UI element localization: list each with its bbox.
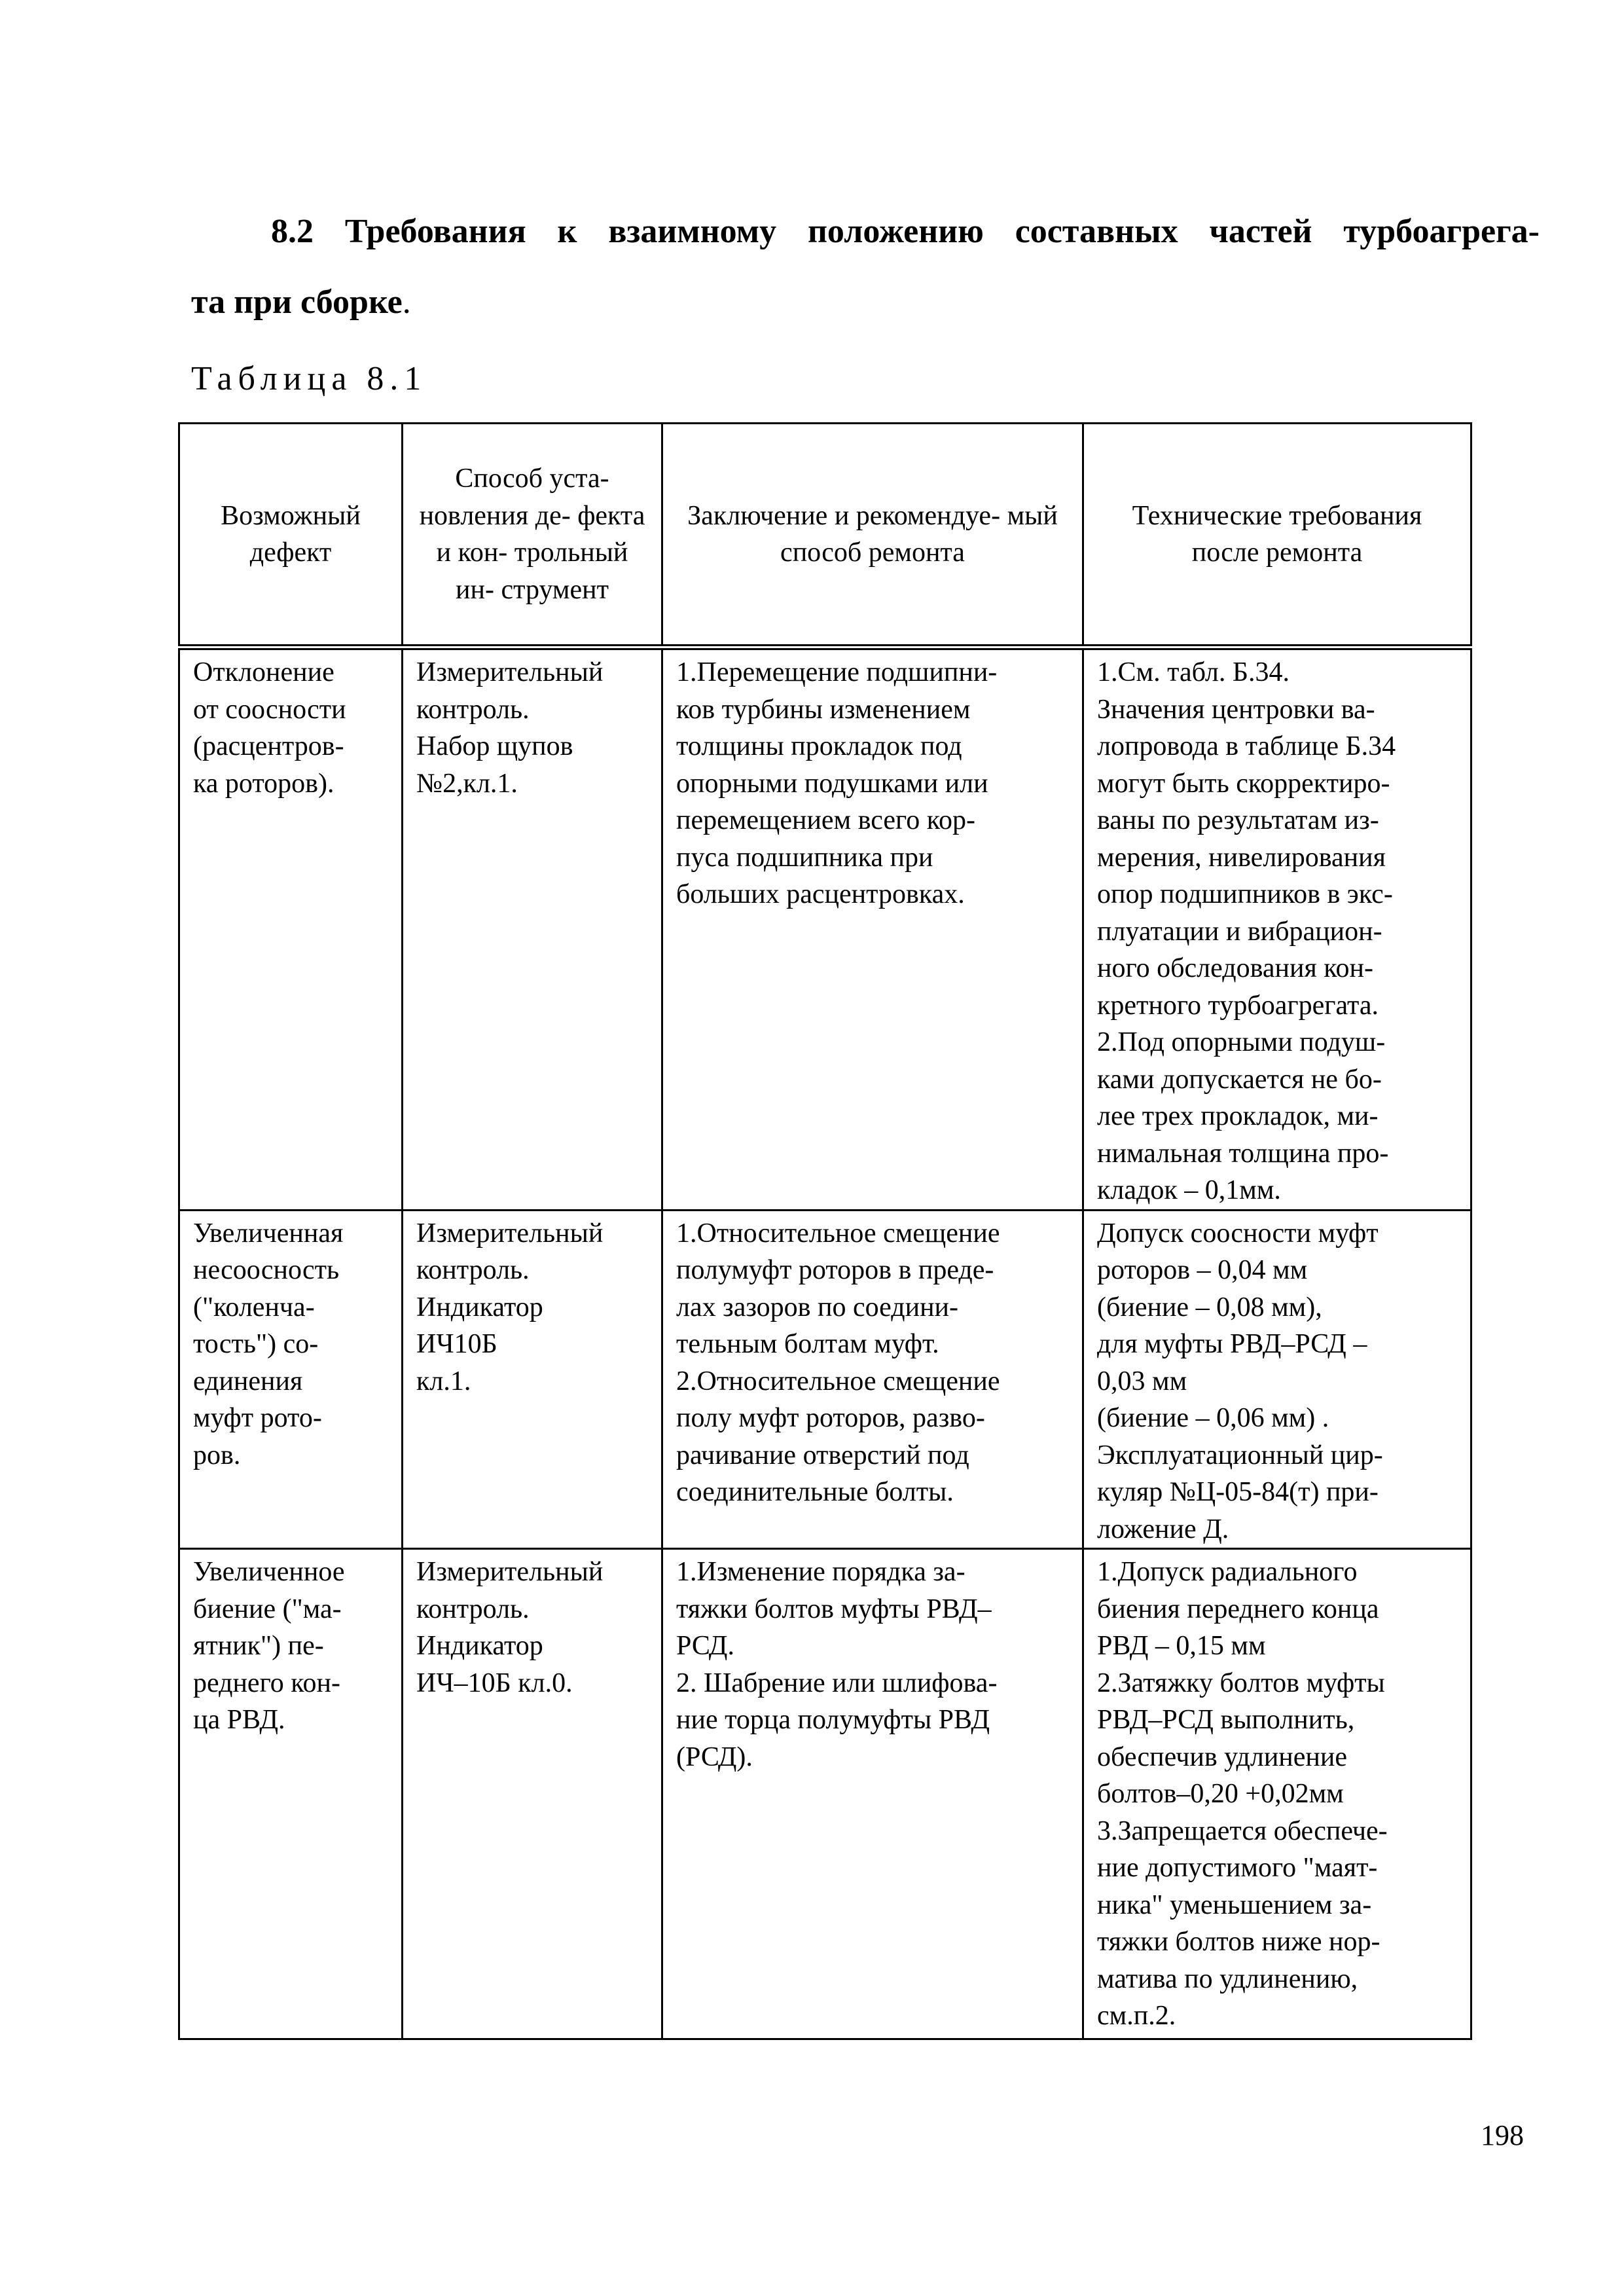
cell-line: Увеличенное xyxy=(193,1557,345,1587)
cell-line: 0,03 мм xyxy=(1097,1366,1187,1396)
cell-line: могут быть скорректиро- xyxy=(1097,768,1390,799)
cell-line: ние торца полумуфты РВД xyxy=(676,1705,990,1735)
cell-line: Индикатор xyxy=(416,1631,543,1661)
header-method xyxy=(403,424,662,647)
cell-line: Эксплуатационный цир- xyxy=(1097,1440,1383,1470)
cell-method xyxy=(403,1549,662,2039)
cell-line: 1.Относительное смещение xyxy=(676,1218,1000,1248)
cell-line: полумуфт роторов в преде- xyxy=(676,1255,994,1285)
cell-line: (биение – 0,06 мм) . xyxy=(1097,1403,1329,1433)
cell-line: нимальная толщина про- xyxy=(1097,1138,1389,1169)
cell-line: ров. xyxy=(193,1440,241,1470)
cell-line: тельным болтам муфт. xyxy=(676,1329,939,1359)
header-line: трольный ин- xyxy=(456,538,628,605)
cell-line: контроль. xyxy=(416,1594,530,1624)
cell-line: Измерительный xyxy=(416,657,604,687)
cell-line: обеспечив удлинение xyxy=(1097,1741,1348,1772)
cell-line: плуатации и вибрацион- xyxy=(1097,916,1382,947)
cell-line: РСД. xyxy=(676,1631,734,1661)
cell-line: ИЧ10Б xyxy=(416,1329,497,1359)
header-line: струмент xyxy=(501,574,609,605)
cell-line: ного обследования кон- xyxy=(1097,953,1374,983)
cell-line: 1.Перемещение подшипни- xyxy=(676,657,998,687)
cell-line: 2.Затяжку болтов муфты xyxy=(1097,1667,1385,1698)
cell-line: тяжки болтов ниже нор- xyxy=(1097,1927,1380,1957)
cell-line: Значения центровки ва- xyxy=(1097,694,1375,725)
cell-line: для муфты РВД–РСД – xyxy=(1097,1329,1367,1359)
table-caption: Таблица 8.1 xyxy=(191,360,427,397)
cell-line: ника" уменьшением за- xyxy=(1097,1889,1372,1920)
cell-line: кл.1. xyxy=(416,1366,471,1396)
cell-line: ложение Д. xyxy=(1097,1514,1229,1544)
cell-line: ние допустимого "маят- xyxy=(1097,1853,1378,1883)
section-heading-line-2 xyxy=(191,267,1540,338)
cell-line: лопровода в таблице Б.34 xyxy=(1097,731,1396,761)
cell-line: ка роторов). xyxy=(193,768,334,799)
cell-line: ков турбины изменением xyxy=(676,694,971,725)
cell-line: 1.Допуск радиального xyxy=(1097,1557,1358,1587)
cell-line: биения переднего конца xyxy=(1097,1594,1379,1624)
cell-requirements xyxy=(1083,1210,1471,1549)
header-line: Заключение и рекомендуе- xyxy=(687,500,1001,531)
cell-defect xyxy=(179,647,403,1211)
cell-requirements xyxy=(1083,647,1471,1211)
header-line: Способ уста- xyxy=(455,464,609,494)
cell-line: реднего кон- xyxy=(193,1667,340,1698)
cell-line: ("коленча- xyxy=(193,1292,315,1322)
table-header-row xyxy=(179,424,1471,647)
table-row xyxy=(179,1549,1471,2039)
cell-line: толщины прокладок под xyxy=(676,731,962,761)
header-line: новления де- xyxy=(419,500,571,531)
cell-line: опорными подушками или xyxy=(676,768,988,799)
cell-method xyxy=(403,647,662,1211)
cell-line: Измерительный xyxy=(416,1557,604,1587)
cell-line: 2. Шабрение или шлифова- xyxy=(676,1667,998,1698)
header-line: Возможный xyxy=(221,500,361,531)
cell-line: единения xyxy=(193,1366,303,1396)
table-row xyxy=(179,1210,1471,1549)
cell-line: ками допускается не бо- xyxy=(1097,1064,1382,1095)
cell-requirements xyxy=(1083,1549,1471,2039)
page-number: 198 xyxy=(1481,2119,1524,2151)
cell-line: рачивание отверстий под xyxy=(676,1440,969,1470)
cell-line: контроль. xyxy=(416,1255,530,1285)
table-body xyxy=(179,647,1471,2039)
cell-line: тость") со- xyxy=(193,1329,319,1359)
cell-line: 1.Изменение порядка за- xyxy=(676,1557,965,1587)
header-line: мый способ ремонта xyxy=(780,500,1058,568)
section-heading-line-1: 8.2 Требования к взаимному положению составных частей турбоагрега- xyxy=(271,213,1540,250)
header-line: дефект xyxy=(249,538,332,568)
cell-line: 2.Под опорными подуш- xyxy=(1097,1027,1386,1057)
cell-defect xyxy=(179,1210,403,1549)
cell-line: ятник") пе- xyxy=(193,1631,324,1661)
header-line: после ремонта xyxy=(1191,538,1363,568)
cell-line: лах зазоров по соедини- xyxy=(676,1292,959,1322)
cell-line: муфт рото- xyxy=(193,1403,322,1433)
cell-line: см.п.2. xyxy=(1097,2001,1176,2031)
cell-line: мерения, нивелирования xyxy=(1097,842,1386,873)
cell-line: лее трех прокладок, ми- xyxy=(1097,1101,1379,1131)
cell-line: Набор щупов xyxy=(416,731,573,761)
cell-line: (биение – 0,08 мм), xyxy=(1097,1292,1322,1322)
cell-line: биение ("ма- xyxy=(193,1594,342,1624)
cell-line: Отклонение xyxy=(193,657,334,687)
cell-line: опор подшипников в экс- xyxy=(1097,879,1393,909)
cell-line: куляр №Ц-05-84(т) при- xyxy=(1097,1477,1379,1507)
cell-line: №2,кл.1. xyxy=(416,768,518,799)
cell-line: 1.См. табл. Б.34. xyxy=(1097,657,1290,687)
header-requirements xyxy=(1083,424,1471,647)
cell-line: болтов–0,20 +0,02мм xyxy=(1097,1779,1344,1809)
defects-table xyxy=(178,422,1472,2040)
cell-repair xyxy=(662,1210,1083,1549)
section-heading-line-2-text: та при сборке xyxy=(191,283,403,321)
cell-line: от соосности xyxy=(193,694,346,725)
cell-line: РВД – 0,15 мм xyxy=(1097,1631,1266,1661)
cell-line: 2.Относительное смещение xyxy=(676,1366,1000,1396)
section-heading-period: . xyxy=(402,283,411,321)
cell-line: (РСД). xyxy=(676,1741,753,1772)
cell-line: матива по удлинению, xyxy=(1097,1963,1358,1994)
header-line: фекта и кон- xyxy=(436,500,645,568)
cell-line: контроль. xyxy=(416,694,530,725)
cell-line: Увеличенная xyxy=(193,1218,344,1248)
table-row xyxy=(179,647,1471,1211)
cell-line: (расцентров- xyxy=(193,731,344,761)
cell-line: ваны по результатам из- xyxy=(1097,805,1379,835)
cell-line: несоосность xyxy=(193,1255,340,1285)
cell-defect xyxy=(179,1549,403,2039)
cell-line: тяжки болтов муфты РВД– xyxy=(676,1594,992,1624)
header-line: Технические требования xyxy=(1132,500,1422,531)
cell-line: Допуск соосности муфт xyxy=(1097,1218,1379,1248)
cell-line: больших расцентровках. xyxy=(676,879,965,909)
section-heading xyxy=(191,196,1540,338)
header-repair xyxy=(662,424,1083,647)
cell-method xyxy=(403,1210,662,1549)
cell-line: ца РВД. xyxy=(193,1705,285,1735)
cell-repair xyxy=(662,647,1083,1211)
cell-line: кладок – 0,1мм. xyxy=(1097,1175,1281,1205)
cell-line: полу муфт роторов, разво- xyxy=(676,1403,985,1433)
cell-line: Измерительный xyxy=(416,1218,604,1248)
header-defect xyxy=(179,424,403,647)
cell-line: ИЧ–10Б кл.0. xyxy=(416,1667,573,1698)
cell-line: перемещением всего кор- xyxy=(676,805,975,835)
cell-line: пуса подшипника при xyxy=(676,842,933,873)
cell-line: соединительные болты. xyxy=(676,1477,954,1507)
cell-line: 3.Запрещается обеспече- xyxy=(1097,1815,1388,1846)
cell-line: роторов – 0,04 мм xyxy=(1097,1255,1308,1285)
cell-line: кретного турбоагрегата. xyxy=(1097,990,1379,1021)
cell-line: РВД–РСД выполнить, xyxy=(1097,1705,1355,1735)
cell-repair xyxy=(662,1549,1083,2039)
cell-line: Индикатор xyxy=(416,1292,543,1322)
